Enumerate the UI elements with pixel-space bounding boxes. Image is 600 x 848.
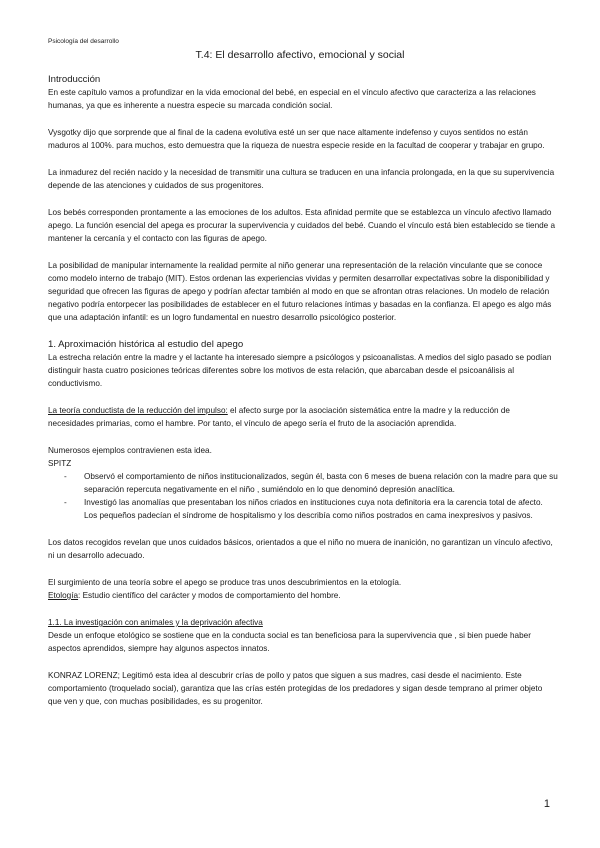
spitz-list-item: - Observó el comportamiento de niños institucionalizados, según él, basta con 6 meses de buena relación con la madre para que su separación repercuta negativamente en el niño , sumiéndolo en lo que denominó depresión anaclítica. [84,470,558,496]
conductista-paragraph [48,404,558,430]
intro-paragraph-4: Los bebés corresponden prontamente a las emociones de los adultos. Esta afinidad permite que se establezca un vínculo afectivo llamado apego. La función esencial del apega es procurar la supervivencia y cuidados del bebé. Cuando el vínculo está bien establecido se tiende a mantener la cercanía y el contacto con las figuras de apego. [48,208,556,243]
section-1-1-paragraph-2: KONRAZ LORENZ; Legitimó esta idea al descubrir crías de pollo y patos que siguen a sus madres, casi desde el nacimiento. Este comportamiento (troquelado social), garantiza que las crías estén protegidas de los predadores y sigan desde temprano al primer objeto que ven y que, con muchas posibilidades, es su progenitor. [48,671,543,706]
intro-paragraph-1: En este capítulo vamos a profundizar en la vida emocional del bebé, en especial en el vínculo afectivo que caracteriza a las relaciones humanas, ya que es inherente a nuestra especie su marcada condición social. [48,88,536,110]
conductista-text: el afecto surge por la asociación sistemática entre la madre y la reducción de necesidades primarias, como el hambre. Por tanto, el vínculo de apego sería el fruto de la asociación aprendida. [48,406,510,428]
intro-heading: Introducción [48,74,101,85]
etologia-paragraph: El surgimiento de una teoría sobre el apego se produce tras unos descubrimientos en la etología. [48,578,402,587]
datos-paragraph: Los datos recogidos revelan que unos cuidados básicos, orientados a que el niño no muera de inanición, no garantizan un vínculo afectivo, ni un desarrollo adecuado. [48,538,553,560]
conductista-term: La teoría conductista de la reducción del impulso: [48,406,228,415]
intro-paragraph-2: Vysgotky dijo que sorprende que al final de la cadena evolutiva esté un ser que nace altamente indefenso y cuyos sentidos no están maduros al 100%. para muchos, esto demuestra que la riqueza de nuestra especie reside en la facultad de cooperar y trabajar en grupo. [48,128,545,150]
etologia-definition [48,589,558,602]
section-1-paragraph-1: La estrecha relación entre la madre y el lactante ha interesado siempre a psicólogos y psicoanalistas. A medios del siglo pasado se podían distinguir hasta cuatro posiciones teóricas diferentes sobre los motivos de esta relación, que abarcaban desde el psicoanálisis al conductivismo. [48,353,552,388]
etologia-definition-text: : Estudio científico del carácter y modos de comportamiento del hombre. [78,591,341,600]
spitz-list [48,470,558,522]
intro-paragraph-3: La inmadurez del recién nacido y la necesidad de transmitir una cultura se traducen en una infancia prolongada, en la que su supervivencia depende de las atenciones y cuidados de sus progenitores. [48,168,555,190]
page-number: 1 [543,798,550,810]
document-body [48,73,558,708]
section-1-heading: 1. Aproximación histórica al estudio del apego [48,339,244,350]
page-title: T.4: El desarrollo afectivo, emocional y social [195,49,405,61]
examples-paragraph: Numerosos ejemplos contravienen esta idea. [48,446,212,455]
spitz-label: SPITZ [48,459,72,468]
section-1-1-paragraph-1: Desde un enfoque etológico se sostiene que en la conducta social es tan beneficiosa para la supervivencia que , si bien puede haber aspectos aprendidos, siempre hay algunos aspectos innatos. [48,631,531,653]
etologia-term: Etología [48,591,79,600]
spitz-list-item: - Investigó las anomalías que presentaban los niños criados en instituciones cuya nota definitoria era la carencia total de afecto. Los pequeños padecían el síndrome de hospitalismo y los describía como niños postrados en cama inexpresivos y pasivos. [84,496,558,522]
intro-paragraph-5: La posibilidad de manipular internamente la realidad permite al niño generar una representación de la relación vinculante que se conoce como modelo interno de trabajo (MIT). Estos ordenan las experiencias vividas y permiten desarrollar expectativas sobre la disponibilidad y seguridad que ofrecen las figuras de apego y podrían afectar también al modo en que se afrontan otras relaciones. Un modelo de relación negativo podría entorpecer las posibilidades de establecer en el futuro relaciones íntimas y basadas en la confianza. El apego es algo más que una adaptación infantil: es un logro fundamental en nuestro desarrollo psicológico posterior. [48,261,552,322]
running-head: Psicología del desarrollo [48,38,119,45]
section-1-1-heading: 1.1. La investigación con animales y la deprivación afectiva [48,618,263,627]
